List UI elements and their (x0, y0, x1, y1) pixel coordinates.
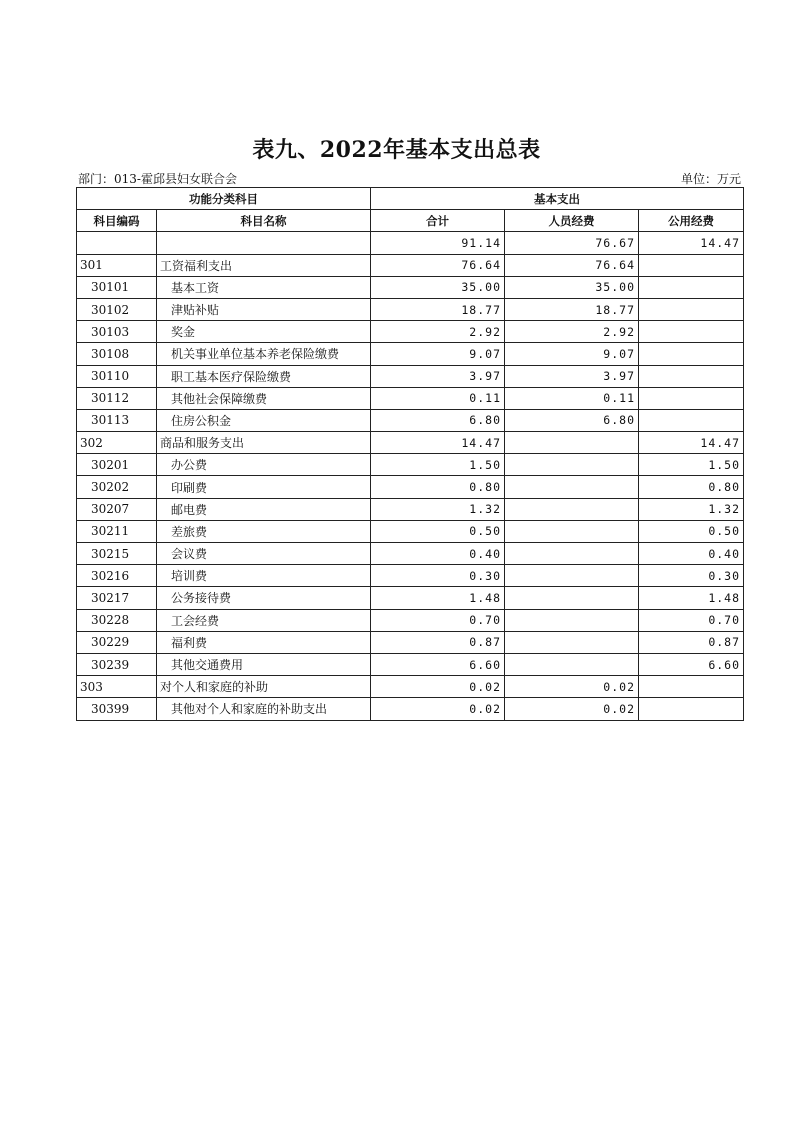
table-row (77, 587, 744, 609)
table-row (77, 409, 744, 431)
table-row (77, 432, 744, 454)
cell-total: 18.77 (371, 298, 505, 320)
cell-personnel: 0.11 (505, 387, 639, 409)
cell-public (639, 676, 744, 698)
cell-personnel: 3.97 (505, 365, 639, 387)
cell-public (639, 387, 744, 409)
cell-personnel: 76.67 (505, 232, 639, 254)
cell-public: 1.50 (639, 454, 744, 476)
cell-name: 住房公积金 (157, 409, 371, 431)
cell-personnel (505, 653, 639, 675)
cell-code: 30207 (77, 498, 157, 520)
cell-public: 1.32 (639, 498, 744, 520)
cell-code (77, 232, 157, 254)
cell-name: 福利费 (157, 631, 371, 653)
cell-total: 0.02 (371, 698, 505, 720)
cell-public: 0.70 (639, 609, 744, 631)
cell-public (639, 254, 744, 276)
header-public-expenses: 公用经费 (639, 210, 744, 232)
cell-public: 0.40 (639, 543, 744, 565)
unit-label: 单位：万元 (680, 172, 741, 186)
header-subject-code: 科目编码 (77, 210, 157, 232)
cell-total: 76.64 (371, 254, 505, 276)
cell-name: 培训费 (157, 565, 371, 587)
cell-name: 基本工资 (157, 276, 371, 298)
cell-personnel (505, 631, 639, 653)
cell-code: 30110 (77, 365, 157, 387)
cell-code: 30201 (77, 454, 157, 476)
cell-total: 91.14 (371, 232, 505, 254)
cell-public (639, 321, 744, 343)
cell-code: 30399 (77, 698, 157, 720)
cell-name (157, 232, 371, 254)
cell-name: 其他社会保障缴费 (157, 387, 371, 409)
cell-personnel: 2.92 (505, 321, 639, 343)
cell-personnel: 0.02 (505, 698, 639, 720)
table-row (77, 321, 744, 343)
cell-personnel: 18.77 (505, 298, 639, 320)
cell-name: 奖金 (157, 321, 371, 343)
cell-name: 办公费 (157, 454, 371, 476)
table-row (77, 476, 744, 498)
table-row (77, 676, 744, 698)
cell-code: 30108 (77, 343, 157, 365)
cell-total: 0.50 (371, 520, 505, 542)
basic-expenditure-table (76, 187, 744, 721)
cell-name: 印刷费 (157, 476, 371, 498)
table-row (77, 232, 744, 254)
table-row (77, 609, 744, 631)
table-row (77, 698, 744, 720)
cell-personnel: 35.00 (505, 276, 639, 298)
cell-personnel (505, 498, 639, 520)
page-title: 表九、2022年基本支出总表 (252, 137, 541, 163)
cell-public (639, 698, 744, 720)
cell-personnel: 6.80 (505, 409, 639, 431)
cell-name: 职工基本医疗保险缴费 (157, 365, 371, 387)
table-row (77, 454, 744, 476)
cell-total: 6.60 (371, 653, 505, 675)
cell-total: 6.80 (371, 409, 505, 431)
table-row (77, 631, 744, 653)
cell-personnel: 0.02 (505, 676, 639, 698)
table-row (77, 298, 744, 320)
table-row (77, 254, 744, 276)
cell-total: 0.87 (371, 631, 505, 653)
cell-name: 工资福利支出 (157, 254, 371, 276)
table-row (77, 498, 744, 520)
cell-personnel (505, 609, 639, 631)
header-total: 合计 (371, 210, 505, 232)
department-label: 部门：013-霍邱县妇女联合会 (78, 172, 237, 186)
cell-total: 2.92 (371, 321, 505, 343)
cell-public: 14.47 (639, 432, 744, 454)
cell-name: 公务接待费 (157, 587, 371, 609)
cell-name: 其他对个人和家庭的补助支出 (157, 698, 371, 720)
cell-personnel (505, 454, 639, 476)
cell-public: 0.50 (639, 520, 744, 542)
cell-name: 其他交通费用 (157, 653, 371, 675)
cell-code: 30202 (77, 476, 157, 498)
cell-code: 302 (77, 432, 157, 454)
cell-public: 14.47 (639, 232, 744, 254)
cell-total: 1.50 (371, 454, 505, 476)
cell-code: 30113 (77, 409, 157, 431)
header-personnel-expenses: 人员经费 (505, 210, 639, 232)
cell-public (639, 276, 744, 298)
cell-code: 30229 (77, 631, 157, 653)
header-subject-name: 科目名称 (157, 210, 371, 232)
cell-total: 14.47 (371, 432, 505, 454)
cell-code: 30101 (77, 276, 157, 298)
header-functional-classification: 功能分类科目 (77, 188, 371, 210)
table-row (77, 520, 744, 542)
cell-public (639, 365, 744, 387)
cell-code: 303 (77, 676, 157, 698)
cell-total: 3.97 (371, 365, 505, 387)
cell-total: 9.07 (371, 343, 505, 365)
cell-public: 0.80 (639, 476, 744, 498)
table-row (77, 365, 744, 387)
table-body (77, 232, 744, 720)
table-row (77, 653, 744, 675)
cell-total: 35.00 (371, 276, 505, 298)
cell-name: 商品和服务支出 (157, 432, 371, 454)
cell-public (639, 298, 744, 320)
cell-total: 0.02 (371, 676, 505, 698)
cell-code: 30216 (77, 565, 157, 587)
cell-public (639, 343, 744, 365)
cell-public: 6.60 (639, 653, 744, 675)
cell-personnel (505, 432, 639, 454)
table-row (77, 387, 744, 409)
cell-total: 1.32 (371, 498, 505, 520)
cell-total: 0.40 (371, 543, 505, 565)
cell-name: 工会经费 (157, 609, 371, 631)
cell-total: 0.80 (371, 476, 505, 498)
cell-public: 0.87 (639, 631, 744, 653)
cell-personnel (505, 543, 639, 565)
header-basic-expenditure: 基本支出 (371, 188, 744, 210)
cell-code: 30102 (77, 298, 157, 320)
cell-total: 0.70 (371, 609, 505, 631)
cell-personnel (505, 587, 639, 609)
cell-total: 1.48 (371, 587, 505, 609)
cell-code: 30112 (77, 387, 157, 409)
header-group-row (77, 188, 744, 210)
table-row (77, 276, 744, 298)
cell-personnel (505, 565, 639, 587)
cell-code: 30215 (77, 543, 157, 565)
cell-name: 机关事业单位基本养老保险缴费 (157, 343, 371, 365)
cell-code: 301 (77, 254, 157, 276)
cell-personnel (505, 476, 639, 498)
cell-code: 30217 (77, 587, 157, 609)
cell-personnel (505, 520, 639, 542)
cell-personnel: 76.64 (505, 254, 639, 276)
cell-name: 津贴补贴 (157, 298, 371, 320)
cell-public (639, 409, 744, 431)
cell-name: 差旅费 (157, 520, 371, 542)
cell-public: 0.30 (639, 565, 744, 587)
cell-code: 30211 (77, 520, 157, 542)
table-row (77, 543, 744, 565)
header-column-row (77, 210, 744, 232)
cell-name: 会议费 (157, 543, 371, 565)
cell-name: 对个人和家庭的补助 (157, 676, 371, 698)
table-row (77, 565, 744, 587)
table-row (77, 343, 744, 365)
cell-public: 1.48 (639, 587, 744, 609)
cell-total: 0.11 (371, 387, 505, 409)
cell-code: 30239 (77, 653, 157, 675)
cell-code: 30228 (77, 609, 157, 631)
cell-personnel: 9.07 (505, 343, 639, 365)
cell-code: 30103 (77, 321, 157, 343)
cell-total: 0.30 (371, 565, 505, 587)
cell-name: 邮电费 (157, 498, 371, 520)
